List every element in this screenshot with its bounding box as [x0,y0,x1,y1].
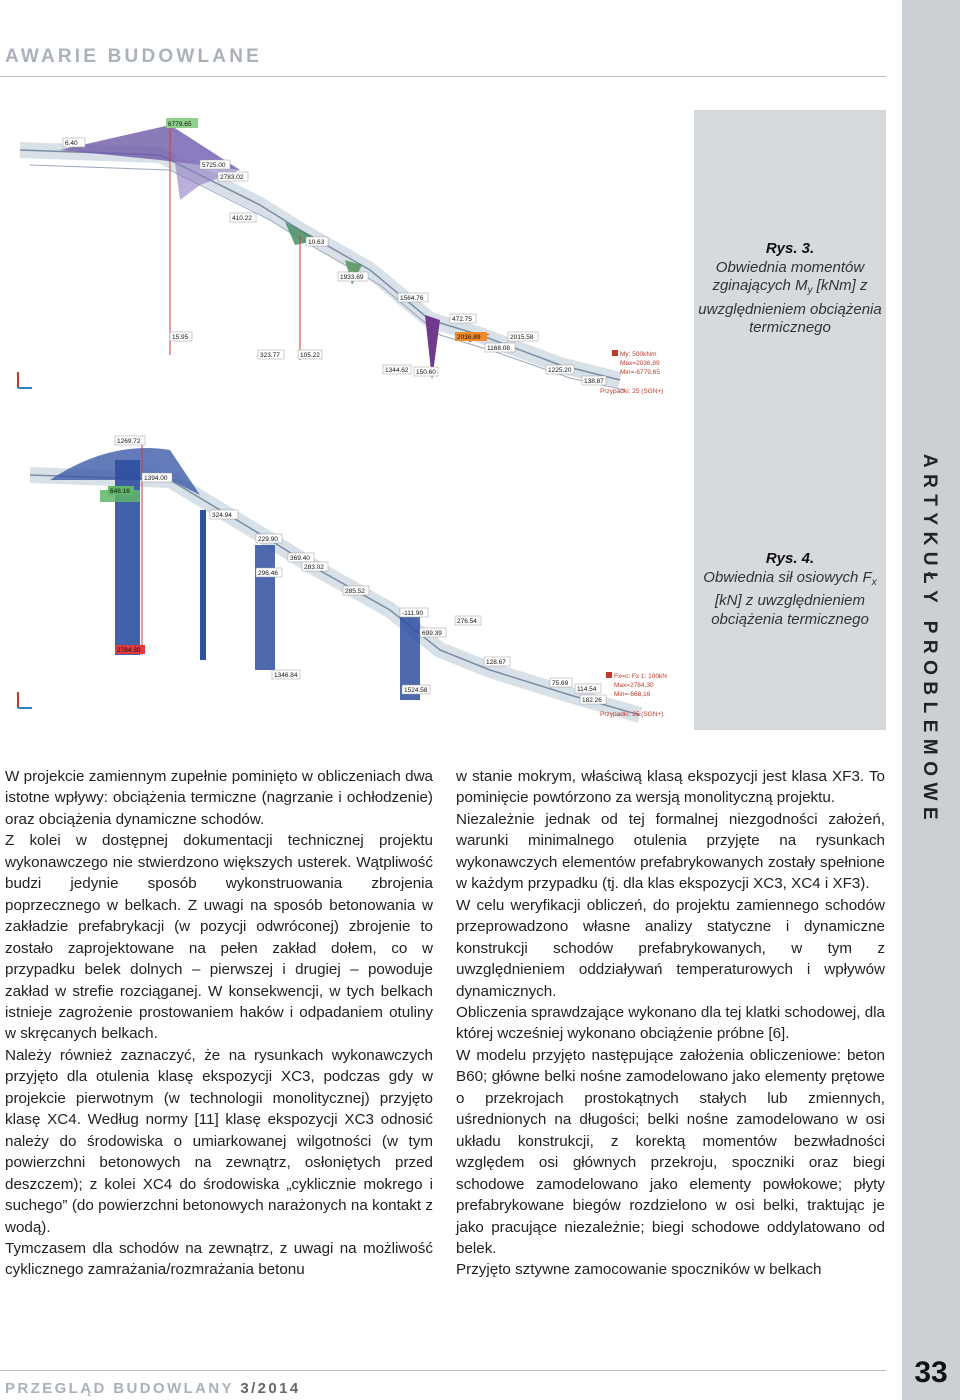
fig3-value-label: 472.75 [452,316,472,323]
fig3-value-label: 1564.76 [400,295,424,302]
fig4-value-label: 229.90 [258,536,278,543]
figure-4-axis-icon [18,692,32,708]
fig4-legend-line: Przypadki: 25 (SGN+) [600,711,664,718]
fig3-value-label: 2015.58 [510,334,534,341]
fig4-value-label: 1524.58 [404,687,428,694]
paragraph: Obliczenia sprawdzające wykonano dla tej klatki schodowej, dla której wcześniej wykonano obciążenie próbne [6]. [456,1003,885,1043]
fig4-value-label: 114.54 [577,686,597,693]
caption-subscript: x [871,576,877,588]
fig4-value-label: 324.94 [212,512,232,519]
body-column-right [456,766,885,1281]
fig3-value-label: 323.77 [260,352,280,359]
figure-3-caption [694,110,886,410]
journal-footer [5,1380,301,1397]
fig4-value-label: 2784.30 [117,647,141,654]
fig4-legend-line: Fx=c: Fx 1: 100kN [614,673,667,680]
fig3-value-label: 138.87 [584,378,604,385]
fig4-value-label: 369.40 [290,555,310,562]
figure-3-moment-shapes [60,125,490,380]
fig3-value-label: 5725.00 [202,162,226,169]
figure-4-caption-title: Rys. 4. [765,550,815,567]
paragraph: W celu weryfikacji obliczeń, do projektu zamiennego schodów przeprowadzono własne analizy statyczne i dynamiczne konstrukcji schodów prefabrykowanych, w tym z uwzględnieniem oddziaływań temperaturowych i wpływów dynamicznych. [456,896,885,1000]
figure-4-force-shapes [50,448,420,700]
fig3-value-label: 1933.69 [340,274,364,281]
caption-text: [kN] z uwzględnieniem obciążenia termicznego [711,592,869,628]
paragraph: Przyjęto sztywne zamocowanie spoczników w belkach [456,1261,822,1279]
fig3-value-label: 410.22 [232,215,252,222]
fig4-value-label: 1346.84 [274,672,298,679]
fig4-value-label: 648.16 [110,488,130,495]
caption-subscript: y [807,285,813,297]
figure-3-stair-structure [20,150,625,390]
figure-4-caption [694,410,886,730]
figure-3-caption-text [694,259,886,338]
paragraph: w stanie mokrym, właściwą klasą ekspozycji jest klasa XF3. To pominięcie powtórzono za wersją monolityczną projektu. [456,768,885,807]
figure-3-diagram [0,110,694,410]
fig3-legend-line: Min=-6779,65 [620,369,660,376]
fig4-value-label: 283.02 [304,564,324,571]
fig3-legend-line: Przypadki: 25 (SGN+) [600,388,664,395]
paragraph: Z kolei w dostępnej dokumentacji technicznej projektu wykonawczego nie stwierdzono większych usterek. Wątpliwość budzi jedynie sposób wykonstruowania zbrojenia poprzecznego w belkach. Z uwagi na sposób betonowania w zakładzie prefabrykacji (w pozycji odwróconej) zbrojenie to zostało zaprojektowane na pełen zakład dołem, co w przypadku belek dolnych – pierwszej i drugiej – powoduje zakład w strefie rozciąganej. W konsekwencji, w tych belkach istnieje zagrożenie prostowaniem haków i odpadaniem otuliny w skręcanych belkach. [5,832,433,1043]
fig4-value-label: 276.54 [457,618,477,625]
fig4-value-label: 1269.72 [117,438,141,445]
paragraph: W projekcie zamiennym zupełnie pominięto w obliczeniach dwa istotne wpływy: obciążenia termiczne (nagrzanie i ochłodzenie) oraz obciążenia dynamiczne schodów. [5,768,433,828]
fig3-legend-line: My: 500kNm [620,351,657,358]
fig4-value-label: 182.26 [582,697,602,704]
fig3-value-label: 10.63 [308,239,325,246]
fig3-value-label: 2783.02 [220,174,244,181]
figure-4-axial-force-envelope [0,420,694,725]
fig4-value-label: 75.69 [552,680,569,687]
fig4-value-label: 285.52 [345,588,365,595]
journal-issue: 3/2014 [240,1380,301,1397]
paragraph: W modelu przyjęto następujące założenia obliczeniowe: beton B60; główne belki nośne zamodelowano jako elementy prętowe o przekrojach prostokątnych stałych lub zmiennych, uśrednionych na długości; belki nośne zamodelowano w osi układu konstrukcji, z korektą momentów bezwładności względem osi głównych przekroju, spoczniki oraz biegi schodowe zamodelowano jako elementy powłokowe; płyty prefabrykowane biegów rozdzielono w osi belki, traktując je jako pracujące niezależnie; biegi schodowe oddylatowano od belek. [456,1046,885,1257]
figure-3-axis-icon [18,372,32,388]
footer-divider [0,1370,886,1371]
fig3-value-label: 6.40 [65,140,78,147]
fig3-value-label: 1225.20 [548,367,572,374]
fig3-value-label: 150.60 [416,369,436,376]
caption-text: [kNm] z uwzględnieniem obciążenia termicznego [698,277,882,337]
fig3-value-label: 6779.65 [168,121,192,128]
paragraph: Tymczasem dla schodów na zewnątrz, z uwagi na możliwość cyklicznego zamrażania/rozmrażania betonu [5,1239,433,1279]
fig4-value-label: 699.39 [422,630,442,637]
fig3-value-label: 1344.62 [385,367,409,374]
sidebar-section-label: ARTYKUŁY PROBLEMOWE [919,453,940,827]
figure-4-caption-text [694,569,886,630]
header-divider [0,76,886,77]
fig3-value-label: 2036.89 [457,334,481,341]
page-number: 33 [914,1356,948,1389]
figure-3-moment-envelope [0,110,694,410]
fig4-value-label: 1394.00 [144,475,168,482]
caption-text: Obwiednia momentów zginających M [712,258,865,295]
fig4-value-label: -111.90 [402,610,424,617]
fig3-value-label: 15.95 [172,334,189,341]
fig3-value-label: 105.22 [300,352,320,359]
fig4-legend-line: Max=2784,30 [614,682,654,689]
fig4-value-label: 296.46 [258,570,278,577]
fig4-legend-line: Min=-668,16 [614,691,651,698]
section-header: AWARIE BUDOWLANE [5,46,263,67]
body-column-left [5,766,433,1281]
figure-4-diagram [0,420,694,725]
figure-3-caption-title: Rys. 3. [765,240,815,257]
caption-text: Obwiednia sił osiowych F [703,568,872,586]
paragraph: Należy również zaznaczyć, że na rysunkach wykonawczych przyjęto dla otulenia klasę ekspozycji XC3, podczas gdy w projekcie pierwotnym (w technologii monolitycznej) przyjęto klasę XC4. Według normy [11] klasę ekspozycji XC3 odnosić należy do środowiska o umiarkowanej wilgotności (w tym powierzchni betonowych na zewnątrz, osłoniętych przed deszczem); z kolei XC4 do środowiska „cyklicznie mokrego i suchego” (do powierzchni betonowych narażonych na kontakt z wodą). [5,1046,433,1236]
figure-4-legend [600,672,667,718]
fig3-value-label: 1168.08 [487,345,511,352]
paragraph: Niezależnie jednak od tej formalnej niezgodności założeń, warunki minimalnego otulenia przyjęte na rysunkach wykonawczych elementów prefabrykowanych zostały spełnione w każdym przypadku (tj. dla klas ekspozycji XC3, XC4 i XF3). [456,810,885,893]
fig3-legend-line: Max=2036,89 [620,360,660,367]
journal-name: PRZEGLĄD BUDOWLANY [5,1380,234,1397]
fig4-value-label: 128.67 [486,659,506,666]
